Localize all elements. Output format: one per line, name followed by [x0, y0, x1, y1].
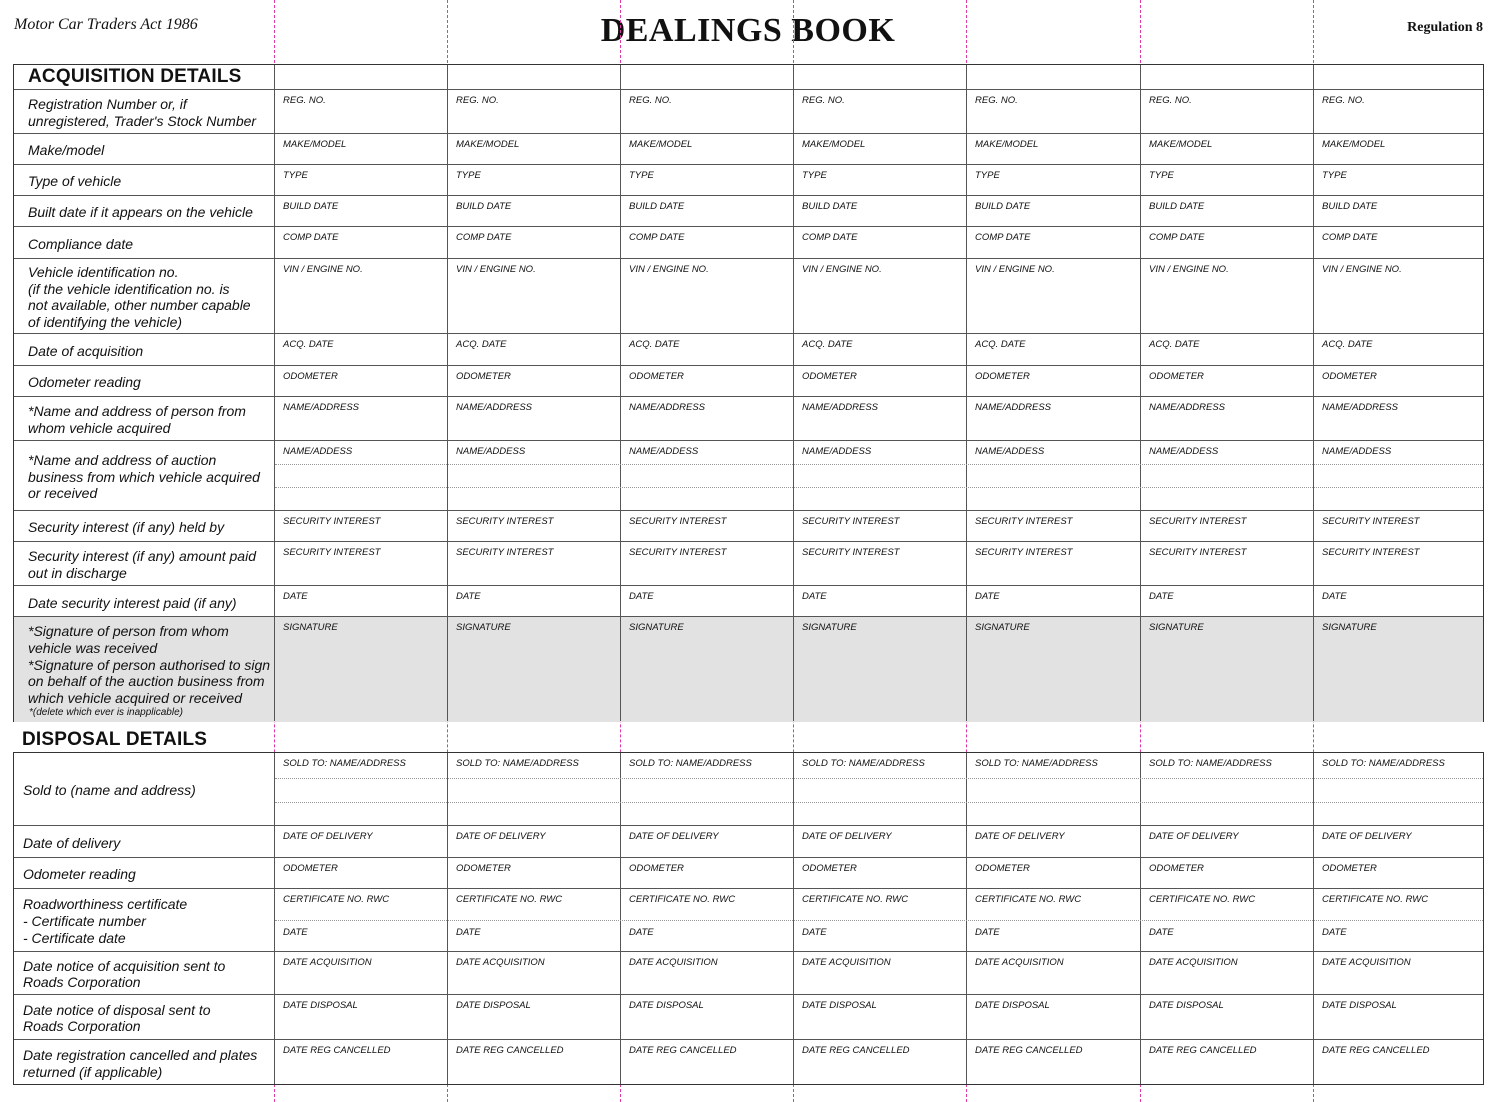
row-divider — [14, 888, 1483, 889]
regulation-label: Regulation 8 — [1407, 20, 1483, 35]
entry-cell-caption[interactable]: DATE ACQUISITION — [629, 957, 718, 968]
entry-cell-caption[interactable]: CERTIFICATE NO. RWC — [283, 894, 390, 905]
row-divider — [14, 164, 1483, 165]
entry-cell-caption[interactable]: SOLD TO: NAME/ADDRESS — [1322, 758, 1445, 769]
entry-cell-caption[interactable]: DATE — [456, 591, 481, 602]
row-divider — [14, 89, 1483, 90]
row-label: Security interest (if any) held by — [28, 519, 225, 536]
entry-cell-caption[interactable]: ODOMETER — [975, 863, 1030, 874]
entry-cell-caption[interactable]: DATE ACQUISITION — [283, 957, 372, 968]
entry-cell-caption[interactable]: ODOMETER — [802, 371, 857, 382]
entry-cell-caption[interactable]: ODOMETER — [802, 863, 857, 874]
row-divider — [14, 951, 1483, 952]
entry-cell-caption[interactable]: CERTIFICATE NO. RWC — [629, 894, 736, 905]
row-label: Date notice of disposal sent to Roads Corporation — [23, 1001, 211, 1035]
entry-cell-caption[interactable]: VIN / ENGINE NO. — [1322, 264, 1402, 275]
entry-cell-caption[interactable]: SIGNATURE — [283, 622, 338, 633]
row-divider — [14, 857, 1483, 858]
entry-cell-caption[interactable]: DATE OF DELIVERY — [629, 831, 719, 842]
entry-cell-caption[interactable]: SIGNATURE — [975, 622, 1030, 633]
entry-cell-caption[interactable]: REG. NO. — [283, 95, 326, 106]
entry-cell-caption[interactable]: TYPE — [283, 170, 308, 181]
entry-cell-caption[interactable]: SIGNATURE — [1322, 622, 1377, 633]
entry-cell-caption[interactable]: SIGNATURE — [629, 622, 684, 633]
entry-cell-caption[interactable]: DATE REG CANCELLED — [456, 1045, 564, 1056]
entry-cell-caption[interactable]: NAME/ADDESS — [456, 446, 526, 457]
entry-cell-caption[interactable]: ACQ. DATE — [975, 339, 1026, 350]
entry-cell-caption[interactable]: DATE DISPOSAL — [629, 1000, 704, 1011]
row-label: Security interest (if any) amount paid out in discharge — [28, 548, 256, 581]
entry-cell-caption[interactable]: ODOMETER — [456, 371, 511, 382]
entry-cell-caption[interactable]: DATE — [1149, 927, 1174, 938]
entry-cell-caption[interactable]: ACQ. DATE — [1149, 339, 1200, 350]
entry-cell-caption[interactable]: CERTIFICATE NO. RWC — [802, 894, 909, 905]
entry-cell-caption[interactable]: DATE REG CANCELLED — [1322, 1045, 1430, 1056]
entry-cell-caption[interactable]: COMP DATE — [975, 232, 1031, 243]
entry-cell-caption[interactable]: MAKE/MODEL — [1149, 139, 1213, 150]
entry-cell-caption[interactable]: COMP DATE — [1322, 232, 1378, 243]
entry-cell-caption[interactable]: TYPE — [1322, 170, 1347, 181]
row-label: Type of vehicle — [28, 173, 122, 190]
entry-cell-caption[interactable]: NAME/ADDRESS — [802, 402, 879, 413]
entry-cell-caption[interactable]: NAME/ADDRESS — [975, 402, 1052, 413]
entry-cell-caption[interactable]: SOLD TO: NAME/ADDRESS — [283, 758, 406, 769]
delete-note: *(delete which ever is inapplicable) — [29, 707, 183, 718]
entry-cell-caption[interactable]: ODOMETER — [1149, 863, 1204, 874]
page-title: DEALINGS BOOK — [600, 12, 896, 49]
entry-cell-caption[interactable]: DATE OF DELIVERY — [456, 831, 546, 842]
entry-cell-caption[interactable]: COMP DATE — [283, 232, 339, 243]
disposal-heading: DISPOSAL DETAILS — [22, 729, 208, 750]
entry-cell-caption[interactable]: SOLD TO: NAME/ADDRESS — [629, 758, 752, 769]
entry-cell-caption[interactable]: ACQ. DATE — [283, 339, 334, 350]
entry-cell-caption[interactable]: NAME/ADDRESS — [283, 402, 360, 413]
entry-guide-line — [275, 464, 1483, 465]
entry-cell-caption[interactable]: DATE ACQUISITION — [802, 957, 891, 968]
entry-cell-caption[interactable]: COMP DATE — [1149, 232, 1205, 243]
entry-cell-caption[interactable]: ODOMETER — [629, 371, 684, 382]
entry-cell-caption[interactable]: MAKE/MODEL — [629, 139, 693, 150]
row-label: Date notice of acquisition sent to Roads Corporation — [23, 957, 226, 991]
entry-cell-caption[interactable]: SECURITY INTEREST — [629, 516, 727, 527]
entry-cell-caption[interactable]: DATE — [1149, 591, 1174, 602]
row-label: Date registration cancelled and plates returned (if applicable) — [23, 1047, 258, 1080]
row-label: Registration Number or, if unregistered, Trader's Stock Number — [28, 96, 257, 129]
entry-cell-caption[interactable]: MAKE/MODEL — [283, 139, 347, 150]
entry-cell-caption[interactable]: NAME/ADDESS — [802, 446, 872, 457]
entry-cell-caption[interactable]: TYPE — [456, 170, 481, 181]
entry-guide-line — [275, 920, 1483, 921]
entry-guide-line — [275, 778, 1483, 779]
entry-cell-caption[interactable]: VIN / ENGINE NO. — [975, 264, 1055, 275]
entry-cell-caption[interactable]: CERTIFICATE NO. RWC — [975, 894, 1082, 905]
entry-cell-caption[interactable]: DATE — [283, 927, 308, 938]
entry-cell-caption[interactable]: SOLD TO: NAME/ADDRESS — [975, 758, 1098, 769]
entry-cell-caption[interactable]: SECURITY INTEREST — [802, 547, 900, 558]
disposal-details-section — [13, 752, 1484, 1085]
acquisition-details-section — [13, 64, 1484, 722]
entry-cell-caption[interactable]: NAME/ADDESS — [629, 446, 699, 457]
entry-cell-caption[interactable]: REG. NO. — [629, 95, 672, 106]
row-label: Date security interest paid (if any) — [28, 594, 237, 611]
entry-cell-caption[interactable]: SECURITY INTEREST — [283, 516, 381, 527]
row-label: *Signature of person from whom vehicle was received *Signature of person authorised to sign on behalf of the auction business from which vehicle acquired or received — [28, 623, 271, 707]
entry-cell-caption[interactable]: DATE — [456, 927, 481, 938]
row-divider — [14, 440, 1483, 441]
entry-cell-caption[interactable]: DATE — [629, 591, 654, 602]
entry-cell-caption[interactable]: DATE — [283, 591, 308, 602]
entry-cell-caption[interactable]: SECURITY INTEREST — [629, 547, 727, 558]
entry-cell-caption[interactable]: NAME/ADDESS — [975, 446, 1045, 457]
entry-cell-caption[interactable]: BUILD DATE — [802, 201, 858, 212]
entry-cell-caption[interactable]: BUILD DATE — [975, 201, 1031, 212]
row-divider — [14, 616, 1483, 617]
row-label: Roadworthiness certificate - Certificate number - Certificate date — [23, 896, 188, 946]
entry-cell-caption[interactable]: SOLD TO: NAME/ADDRESS — [456, 758, 579, 769]
row-divider — [14, 585, 1483, 586]
entry-cell-caption[interactable]: MAKE/MODEL — [1322, 139, 1386, 150]
entry-cell-caption[interactable]: REG. NO. — [1322, 95, 1365, 106]
entry-cell-caption[interactable]: SECURITY INTEREST — [1149, 547, 1247, 558]
entry-cell-caption[interactable]: SECURITY INTEREST — [802, 516, 900, 527]
entry-cell-caption[interactable]: COMP DATE — [456, 232, 512, 243]
entry-cell-caption[interactable]: SIGNATURE — [1149, 622, 1204, 633]
row-label: Built date if it appears on the vehicle — [28, 204, 253, 221]
row-divider — [14, 258, 1483, 259]
entry-guide-line — [275, 802, 1483, 803]
entry-cell-caption[interactable]: TYPE — [802, 170, 827, 181]
entry-cell-caption[interactable]: TYPE — [1149, 170, 1174, 181]
entry-cell-caption[interactable]: DATE ACQUISITION — [975, 957, 1064, 968]
entry-cell-caption[interactable]: DATE — [802, 591, 827, 602]
entry-cell-caption[interactable]: NAME/ADDRESS — [456, 402, 533, 413]
row-divider — [14, 541, 1483, 542]
entry-cell-caption[interactable]: REG. NO. — [802, 95, 845, 106]
entry-cell-caption[interactable]: SECURITY INTEREST — [975, 547, 1073, 558]
entry-cell-caption[interactable]: DATE — [975, 591, 1000, 602]
row-divider — [14, 195, 1483, 196]
entry-cell-caption[interactable]: NAME/ADDESS — [1322, 446, 1392, 457]
entry-cell-caption[interactable]: BUILD DATE — [1322, 201, 1378, 212]
entry-cell-caption[interactable]: MAKE/MODEL — [802, 139, 866, 150]
entry-cell-caption[interactable]: SIGNATURE — [456, 622, 511, 633]
entry-cell-caption[interactable]: DATE — [1322, 927, 1347, 938]
entry-cell-caption[interactable]: BUILD DATE — [1149, 201, 1205, 212]
row-divider — [14, 365, 1483, 366]
entry-cell-caption[interactable]: DATE OF DELIVERY — [975, 831, 1065, 842]
entry-cell-caption[interactable]: DATE DISPOSAL — [802, 1000, 877, 1011]
entry-cell-caption[interactable]: ODOMETER — [1322, 863, 1377, 874]
entry-cell-caption[interactable]: BUILD DATE — [283, 201, 339, 212]
row-divider — [14, 133, 1483, 134]
row-label: Date of acquisition — [28, 342, 144, 359]
row-label: Odometer reading — [28, 374, 141, 391]
entry-cell-caption[interactable]: SECURITY INTEREST — [456, 516, 554, 527]
entry-cell-caption[interactable]: ODOMETER — [1322, 371, 1377, 382]
entry-guide-line — [275, 487, 1483, 488]
entry-cell-caption[interactable]: DATE REG CANCELLED — [802, 1045, 910, 1056]
entry-cell-caption[interactable]: DATE REG CANCELLED — [975, 1045, 1083, 1056]
entry-cell-caption[interactable]: ODOMETER — [629, 863, 684, 874]
entry-cell-caption[interactable]: ACQ. DATE — [456, 339, 507, 350]
entry-cell-caption[interactable]: ACQ. DATE — [1322, 339, 1373, 350]
entry-cell-caption[interactable]: ODOMETER — [283, 371, 338, 382]
entry-cell-caption[interactable]: VIN / ENGINE NO. — [1149, 264, 1229, 275]
entry-cell-caption[interactable]: DATE — [629, 927, 654, 938]
entry-cell-caption[interactable]: COMP DATE — [802, 232, 858, 243]
entry-cell-caption[interactable]: ACQ. DATE — [629, 339, 680, 350]
entry-cell-caption[interactable]: NAME/ADDESS — [1149, 446, 1219, 457]
entry-cell-caption[interactable]: DATE REG CANCELLED — [629, 1045, 737, 1056]
entry-cell-caption[interactable]: DATE DISPOSAL — [283, 1000, 358, 1011]
entry-cell-caption[interactable]: NAME/ADDRESS — [629, 402, 706, 413]
row-divider — [14, 1039, 1483, 1040]
entry-cell-caption[interactable]: CERTIFICATE NO. RWC — [1322, 894, 1429, 905]
entry-cell-caption[interactable]: SECURITY INTEREST — [975, 516, 1073, 527]
row-label: *Name and address of auction business from which vehicle acquired or received — [28, 451, 260, 502]
entry-cell-caption[interactable]: SOLD TO: NAME/ADDRESS — [1149, 758, 1272, 769]
entry-cell-caption[interactable]: CERTIFICATE NO. RWC — [456, 894, 563, 905]
entry-cell-caption[interactable]: BUILD DATE — [629, 201, 685, 212]
entry-cell-caption[interactable]: DATE OF DELIVERY — [1322, 831, 1412, 842]
entry-cell-caption[interactable]: BUILD DATE — [456, 201, 512, 212]
entry-cell-caption[interactable]: TYPE — [629, 170, 654, 181]
entry-cell-caption[interactable]: DATE DISPOSAL — [456, 1000, 531, 1011]
entry-cell-caption[interactable]: NAME/ADDESS — [283, 446, 353, 457]
row-divider — [14, 226, 1483, 227]
entry-cell-caption[interactable]: TYPE — [975, 170, 1000, 181]
entry-cell-caption[interactable]: SECURITY INTEREST — [283, 547, 381, 558]
row-divider — [14, 825, 1483, 826]
entry-cell-caption[interactable]: SECURITY INTEREST — [456, 547, 554, 558]
entry-cell-caption[interactable]: REG. NO. — [456, 95, 499, 106]
entry-cell-caption[interactable]: REG. NO. — [975, 95, 1018, 106]
entry-cell-caption[interactable]: DATE ACQUISITION — [1322, 957, 1411, 968]
entry-cell-caption[interactable]: DATE DISPOSAL — [1149, 1000, 1224, 1011]
entry-cell-caption[interactable]: ACQ. DATE — [802, 339, 853, 350]
entry-cell-caption[interactable]: DATE REG CANCELLED — [283, 1045, 391, 1056]
row-divider — [14, 333, 1483, 334]
entry-cell-caption[interactable]: DATE — [1322, 591, 1347, 602]
entry-cell-caption[interactable]: DATE OF DELIVERY — [1149, 831, 1239, 842]
row-label: Make/model — [28, 142, 105, 159]
entry-cell-caption[interactable]: CERTIFICATE NO. RWC — [1149, 894, 1256, 905]
entry-cell-caption[interactable]: VIN / ENGINE NO. — [629, 264, 709, 275]
row-label: Odometer reading — [23, 866, 136, 883]
entry-cell-caption[interactable]: REG. NO. — [1149, 95, 1192, 106]
row-divider — [14, 510, 1483, 511]
entry-cell-caption[interactable]: MAKE/MODEL — [975, 139, 1039, 150]
entry-cell-caption[interactable]: DATE REG CANCELLED — [1149, 1045, 1257, 1056]
entry-cell-caption[interactable]: VIN / ENGINE NO. — [283, 264, 363, 275]
entry-cell-caption[interactable]: DATE DISPOSAL — [975, 1000, 1050, 1011]
entry-cell-caption[interactable]: DATE ACQUISITION — [456, 957, 545, 968]
entry-cell-caption[interactable]: ODOMETER — [456, 863, 511, 874]
entry-cell-caption[interactable]: ODOMETER — [283, 863, 338, 874]
entry-cell-caption[interactable]: NAME/ADDRESS — [1149, 402, 1226, 413]
entry-cell-caption[interactable]: DATE OF DELIVERY — [802, 831, 892, 842]
entry-cell-caption[interactable]: DATE DISPOSAL — [1322, 1000, 1397, 1011]
row-label: Sold to (name and address) — [23, 782, 196, 799]
entry-cell-caption[interactable]: DATE OF DELIVERY — [283, 831, 373, 842]
row-label: *Name and address of person from whom vehicle acquired — [28, 403, 246, 436]
entry-cell-caption[interactable]: VIN / ENGINE NO. — [456, 264, 536, 275]
motor-car-traders-act: Motor Car Traders Act 1986 — [14, 16, 198, 33]
entry-cell-caption[interactable]: SIGNATURE — [802, 622, 857, 633]
row-label: Date of delivery — [23, 834, 121, 851]
entry-cell-caption[interactable]: ODOMETER — [975, 371, 1030, 382]
row-divider — [14, 994, 1483, 995]
entry-cell-caption[interactable]: VIN / ENGINE NO. — [802, 264, 882, 275]
entry-cell-caption[interactable]: MAKE/MODEL — [456, 139, 520, 150]
entry-cell-caption[interactable]: DATE — [802, 927, 827, 938]
entry-cell-caption[interactable]: DATE ACQUISITION — [1149, 957, 1238, 968]
entry-cell-caption[interactable]: DATE — [975, 927, 1000, 938]
row-label: Compliance date — [28, 235, 134, 252]
entry-cell-caption[interactable]: ODOMETER — [1149, 371, 1204, 382]
entry-cell-caption[interactable]: SECURITY INTEREST — [1322, 516, 1420, 527]
entry-cell-caption[interactable]: SOLD TO: NAME/ADDRESS — [802, 758, 925, 769]
entry-cell-caption[interactable]: COMP DATE — [629, 232, 685, 243]
entry-cell-caption[interactable]: NAME/ADDRESS — [1322, 402, 1399, 413]
row-divider — [14, 396, 1483, 397]
entry-cell-caption[interactable]: SECURITY INTEREST — [1149, 516, 1247, 527]
row-label: Vehicle identification no. (if the vehicle identification no. is not available, other number capable of identifying the vehicle) — [28, 263, 251, 331]
acquisition-heading: ACQUISITION DETAILS — [28, 66, 242, 87]
entry-cell-caption[interactable]: SECURITY INTEREST — [1322, 547, 1420, 558]
